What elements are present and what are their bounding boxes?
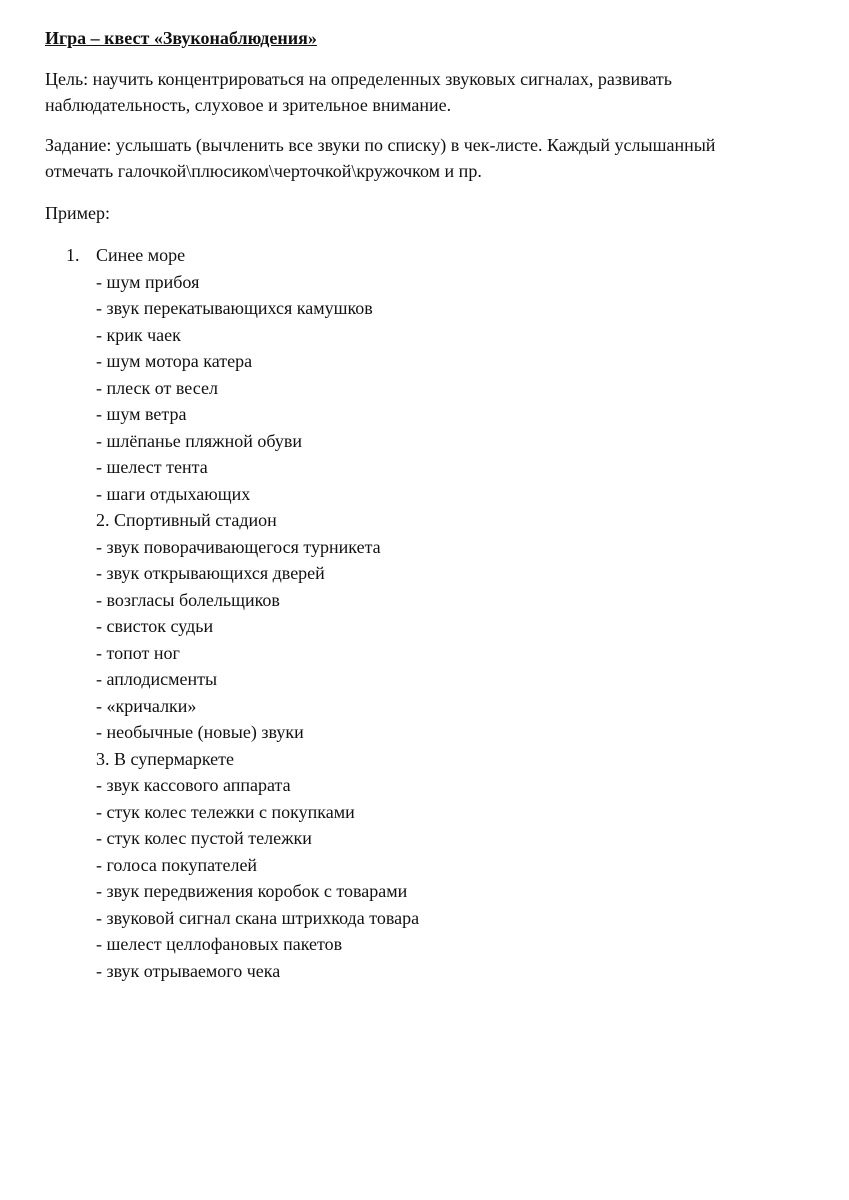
- example-label: Пример:: [45, 203, 111, 223]
- list-item: - свисток судьи: [96, 616, 214, 636]
- list-item: - звук перекатывающихся камушков: [96, 298, 373, 318]
- list-item: - шелест целлофановых пакетов: [96, 934, 343, 954]
- list-item: - шум ветра: [96, 404, 187, 424]
- section-1-number: 1.: [66, 245, 80, 265]
- section-1-heading: [66, 242, 419, 269]
- section-1-title: Синее море: [96, 245, 186, 265]
- goal-line-1: Цель: научить концентрироваться на определенных звуковых сигналах, развивать: [45, 69, 672, 89]
- list-item: - шлёпанье пляжной обуви: [96, 430, 302, 451]
- list-item: - крик чаек: [96, 324, 181, 345]
- list-item: - шелест тента: [96, 457, 208, 477]
- list-item: - звук кассового аппарата: [96, 775, 291, 795]
- list-item: - голоса покупателей: [96, 854, 258, 875]
- document-title: Игра – квест «Звуконаблюдения»: [45, 28, 317, 48]
- task-line-1: Задание: услышать (вычленить все звуки по списку) в чек-листе. Каждый услышанный: [45, 135, 716, 155]
- list-item: - звуковой сигнал скана штрихкода товара: [96, 907, 420, 928]
- list-item: - звук отрываемого чека: [96, 960, 281, 981]
- list-item: - топот ног: [96, 642, 180, 663]
- list-item: - стук колес тележки с покупками: [96, 801, 355, 822]
- sound-checklist: [66, 242, 419, 984]
- list-item: - необычные (новые) звуки: [96, 722, 304, 742]
- section-2-heading: 2. Спортивный стадион: [96, 510, 277, 530]
- section-3-heading: 3. В супермаркете: [96, 748, 235, 769]
- list-item: - стук колес пустой тележки: [96, 828, 312, 848]
- task-line-2: отмечать галочкой\плюсиком\черточкой\кружочком и пр.: [45, 161, 482, 181]
- goal-line-2: наблюдательность, слуховое и зрительное внимание.: [45, 95, 452, 115]
- list-item: - звук передвижения коробок с товарами: [96, 881, 408, 901]
- list-item: - возгласы болельщиков: [96, 589, 280, 610]
- list-item: - аплодисменты: [96, 669, 218, 689]
- list-item: - шум мотора катера: [96, 351, 253, 371]
- task-paragraph: [45, 132, 815, 184]
- list-item: - звук открывающихся дверей: [96, 563, 325, 583]
- list-item: - «кричалки»: [96, 695, 197, 716]
- list-item: - шаги отдыхающих: [96, 483, 251, 504]
- list-item: - плеск от весел: [96, 377, 218, 398]
- list-item: - шум прибоя: [96, 271, 200, 292]
- list-item: - звук поворачивающегося турникета: [96, 536, 381, 557]
- goal-paragraph: [45, 66, 815, 118]
